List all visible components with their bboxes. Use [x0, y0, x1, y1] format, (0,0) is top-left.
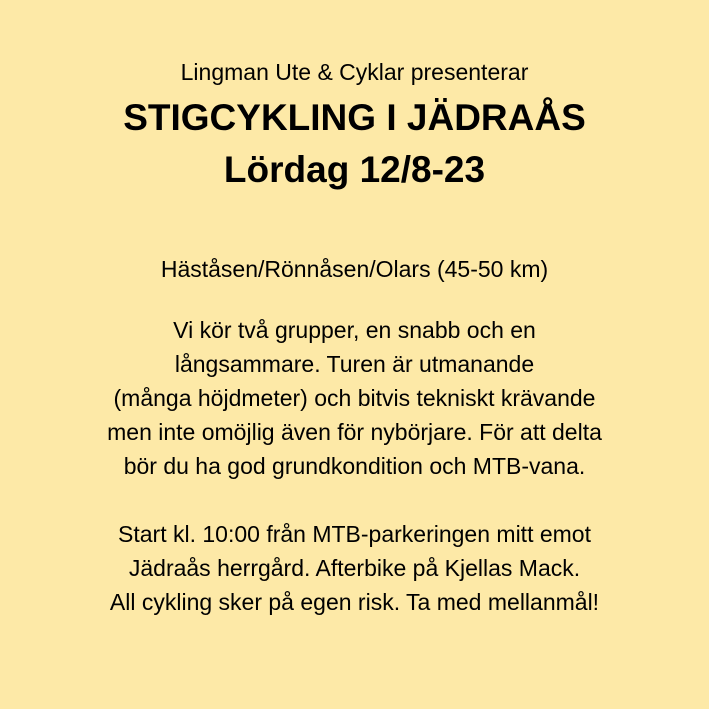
event-date: Lördag 12/8-23 [223, 149, 486, 190]
description-line: bör du ha god grundkondition och MTB-vana. [123, 453, 586, 479]
description-line: men inte omöjlig även för nybörjare. För att delta [107, 419, 602, 445]
event-headline [0, 92, 709, 196]
description-line: Vi kör två grupper, en snabb och en [173, 317, 536, 343]
practical-line: All cykling sker på egen risk. Ta med mellanmål! [109, 589, 600, 615]
description-line: (många höjdmeter) och bitvis tekniskt krävande [113, 385, 596, 411]
event-title: STIGCYKLING I JÄDRAÅS [123, 97, 586, 138]
description-line: långsammare. Turen är utmanande [174, 351, 535, 377]
route-info: Häståsen/Rönnåsen/Olars (45-50 km) [160, 256, 549, 282]
presenter-line: Lingman Ute & Cyklar presenterar [180, 59, 529, 85]
event-description [0, 313, 709, 483]
practical-line: Start kl. 10:00 från MTB-parkeringen mitt emot [118, 521, 591, 547]
practical-info [0, 517, 709, 619]
practical-line: Jädraås herrgård. Afterbike på Kjellas Mack. [128, 555, 581, 581]
